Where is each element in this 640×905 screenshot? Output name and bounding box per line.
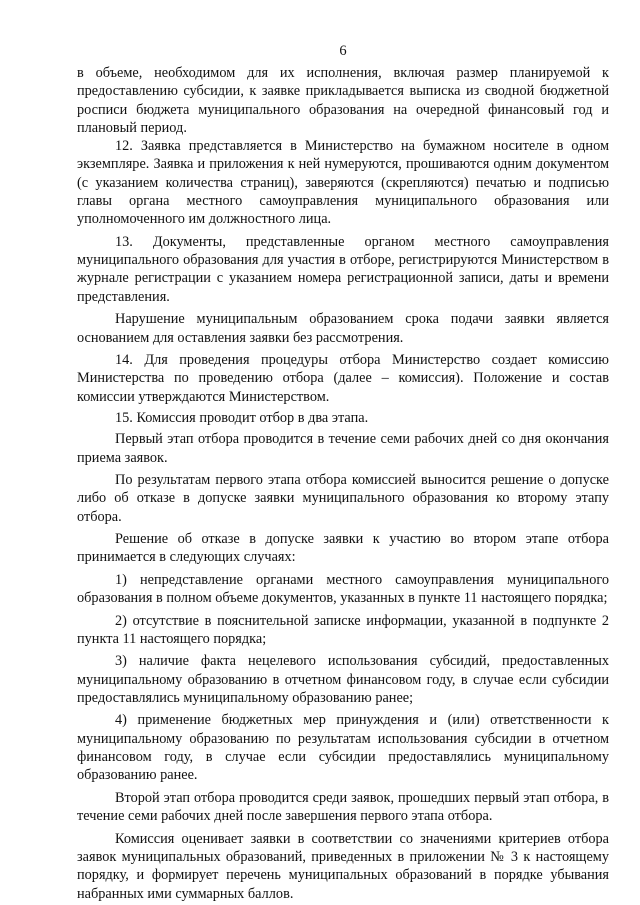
- paragraph-item-13: 13. Документы, представленные органом местного самоуправления муниципального образования для участия в отборе, регистрируются Министерством в журнале регистрации с указанием номера регистрационной записи, даты и времени представления.: [77, 233, 609, 305]
- document-body: [77, 64, 609, 903]
- list-item-1: 1) непредставление органами местного самоуправления муниципального образования в полном объеме документов, указанных в пункте 11 настоящего порядка;: [77, 571, 609, 607]
- list-item-4: 4) применение бюджетных мер принуждения и (или) ответственности к муниципальному образованию по результатам использования субсидии в отчетном финансовом году, в случае если субсидии предоставлялись муниципальному образованию ранее.: [77, 712, 609, 784]
- list-item-3: 3) наличие факта нецелевого использования субсидий, предоставленных муниципальному образованию в отчетном финансовом году, в случае если субсидии предоставлялись муниципальному образованию ранее;: [77, 653, 609, 706]
- paragraph-continuation: в объеме, необходимом для их исполнения, включая размер планируемой к предоставлению субсидии, к заявке прикладывается выписка из сводной бюджетной росписи бюджета муниципального образования на очередной финансовый год и плановый период.: [77, 65, 609, 136]
- paragraph-second-stage: Второй этап отбора проводится среди заявок, прошедших первый этап отбора, в течение семи рабочих дней после завершения первого этапа отбора.: [77, 789, 609, 825]
- paragraph-item-15: 15. Комиссия проводит отбор в два этапа.: [115, 409, 369, 426]
- paragraph-late-submission: Нарушение муниципальным образованием срока подачи заявки является основанием для оставления заявки без рассмотрения.: [77, 311, 609, 346]
- paragraph-commission-evaluation: Комиссия оценивает заявки в соответствии со значениями критериев отбора заявок муниципальных образований, приведенных в приложении № 3 к настоящему порядку, и формирует перечень муниципальных образований в порядке убывания набранных ими суммарных баллов.: [77, 830, 609, 902]
- paragraph-first-stage: Первый этап отбора проводится в течение семи рабочих дней со дня окончания приема заявок.: [77, 431, 609, 466]
- paragraph-refusal-cases: Решение об отказе в допуске заявки к участию во втором этапе отбора принимается в следующих случаях:: [77, 531, 609, 566]
- paragraph-first-stage-result: По результатам первого этапа отбора комиссией выносится решение о допуске либо об отказе в допуске заявки муниципального образования ко второму этапу отбора.: [77, 471, 609, 525]
- page-number: 6: [339, 43, 347, 59]
- paragraph-item-14: 14. Для проведения процедуры отбора Министерство создает комиссию Министерства по проведению отбора (далее – комиссия). Положение и состав комиссии утверждаются Министерством.: [77, 352, 609, 405]
- paragraph-item-12: 12. Заявка представляется в Министерство на бумажном носителе в одном экземпляре. Заявка и приложения к ней нумеруются, прошиваются одним документом (с указанием количества страниц), заверяются (скрепляются) печатью и подписью главы органа местного самоуправления муниципального образования или уполномоченного им должностного лица.: [77, 138, 609, 228]
- list-item-2: 2) отсутствие в пояснительной записке информации, указанной в подпункте 2 пункта 11 настоящего порядка;: [77, 612, 609, 647]
